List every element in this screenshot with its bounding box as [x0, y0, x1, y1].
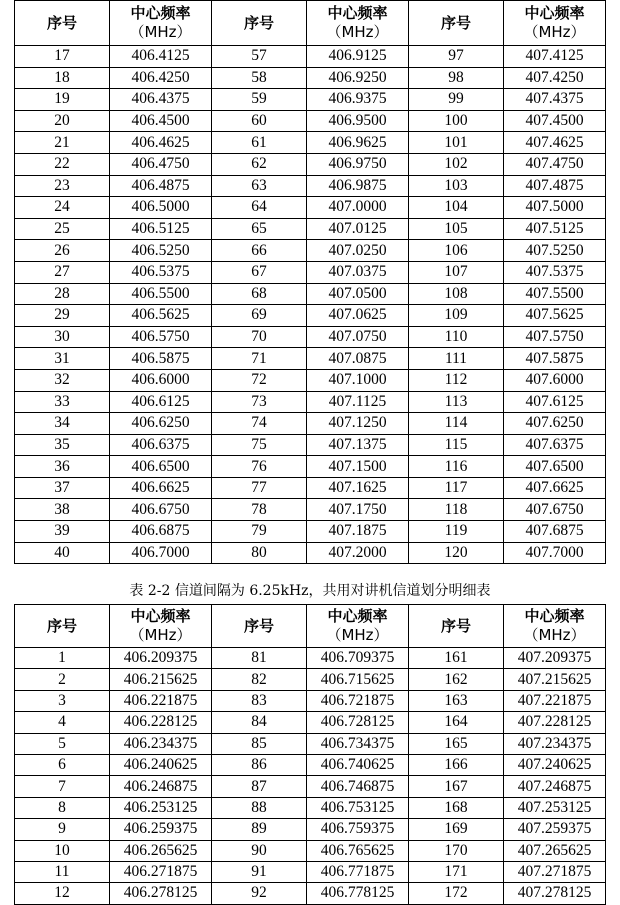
center-frequency-cell: 406.6125 — [110, 391, 212, 413]
table-row — [15, 326, 606, 348]
channel-number-cell: 162 — [409, 669, 504, 690]
channel-number-cell: 86 — [212, 754, 307, 775]
center-frequency-cell: 406.9500 — [307, 110, 409, 132]
channel-number-cell: 70 — [212, 326, 307, 348]
channel-number-cell: 40 — [15, 542, 110, 564]
channel-number-cell: 35 — [15, 434, 110, 456]
center-frequency-cell: 407.7000 — [504, 542, 606, 564]
center-frequency-cell: 407.1875 — [307, 521, 409, 543]
table-row — [15, 153, 606, 175]
center-frequency-cell: 407.5000 — [504, 197, 606, 219]
table-row — [15, 218, 606, 240]
center-frequency-cell: 407.5625 — [504, 305, 606, 327]
header-frequency-unit: （MHz） — [326, 23, 389, 41]
channel-number-cell: 34 — [15, 413, 110, 435]
channel-number-cell: 37 — [15, 477, 110, 499]
channel-number-cell: 111 — [409, 348, 504, 370]
center-frequency-cell: 406.221875 — [110, 690, 212, 711]
channel-number-cell: 113 — [409, 391, 504, 413]
channel-number-cell: 75 — [212, 434, 307, 456]
channel-number-cell: 36 — [15, 456, 110, 478]
table-row — [15, 754, 606, 775]
center-frequency-cell: 407.246875 — [504, 776, 606, 797]
channel-number-cell: 100 — [409, 110, 504, 132]
channel-number-cell: 31 — [15, 348, 110, 370]
center-frequency-cell: 407.6000 — [504, 369, 606, 391]
center-frequency-cell: 406.765625 — [307, 840, 409, 861]
center-frequency-cell: 407.5375 — [504, 261, 606, 283]
center-frequency-cell: 406.6500 — [110, 456, 212, 478]
center-frequency-cell: 407.253125 — [504, 797, 606, 818]
table-row — [15, 648, 606, 669]
channel-number-cell: 97 — [409, 46, 504, 68]
table-row — [15, 797, 606, 818]
channel-number-cell: 109 — [409, 305, 504, 327]
center-frequency-cell: 406.7000 — [110, 542, 212, 564]
channel-number-cell: 114 — [409, 413, 504, 435]
header-frequency-label: 中心频率 — [524, 4, 585, 22]
center-frequency-cell: 407.0625 — [307, 305, 409, 327]
table-row — [15, 46, 606, 68]
channel-number-cell: 101 — [409, 132, 504, 154]
center-frequency-cell: 406.4500 — [110, 110, 212, 132]
channel-number-cell: 5 — [15, 733, 110, 754]
column-header-frequency — [504, 605, 606, 648]
channel-number-cell: 165 — [409, 733, 504, 754]
channel-number-cell: 67 — [212, 261, 307, 283]
center-frequency-cell: 407.4875 — [504, 175, 606, 197]
channel-number-cell: 21 — [15, 132, 110, 154]
table-row — [15, 776, 606, 797]
channel-number-cell: 80 — [212, 542, 307, 564]
table-row — [15, 733, 606, 754]
header-frequency-unit: （MHz） — [129, 23, 192, 41]
channel-number-cell: 87 — [212, 776, 307, 797]
channel-number-cell: 32 — [15, 369, 110, 391]
center-frequency-cell: 407.1500 — [307, 456, 409, 478]
channel-number-cell: 11 — [15, 861, 110, 882]
channel-number-cell: 23 — [15, 175, 110, 197]
channel-number-cell: 118 — [409, 499, 504, 521]
center-frequency-cell: 407.0750 — [307, 326, 409, 348]
center-frequency-cell: 407.6375 — [504, 434, 606, 456]
channel-number-cell: 60 — [212, 110, 307, 132]
column-header-id: 序号 — [212, 605, 307, 648]
center-frequency-cell: 406.209375 — [110, 648, 212, 669]
table-row — [15, 413, 606, 435]
center-frequency-cell: 406.6375 — [110, 434, 212, 456]
center-frequency-cell: 407.4750 — [504, 153, 606, 175]
channel-number-cell: 108 — [409, 283, 504, 305]
channel-number-cell: 24 — [15, 197, 110, 219]
center-frequency-cell: 406.709375 — [307, 648, 409, 669]
table-row — [15, 499, 606, 521]
channel-number-cell: 164 — [409, 712, 504, 733]
channel-number-cell: 59 — [212, 89, 307, 111]
table-row — [15, 521, 606, 543]
column-header-id: 序号 — [212, 1, 307, 46]
center-frequency-cell: 406.6625 — [110, 477, 212, 499]
channel-number-cell: 106 — [409, 240, 504, 262]
center-frequency-cell: 407.4125 — [504, 46, 606, 68]
center-frequency-cell: 407.234375 — [504, 733, 606, 754]
center-frequency-cell: 407.240625 — [504, 754, 606, 775]
table-row — [15, 819, 606, 840]
center-frequency-cell: 406.9750 — [307, 153, 409, 175]
table-row — [15, 456, 606, 478]
channel-number-cell: 79 — [212, 521, 307, 543]
center-frequency-cell: 407.4625 — [504, 132, 606, 154]
channel-number-cell: 8 — [15, 797, 110, 818]
column-header-frequency — [110, 1, 212, 46]
channel-number-cell: 161 — [409, 648, 504, 669]
center-frequency-cell: 407.4500 — [504, 110, 606, 132]
center-frequency-cell: 407.278125 — [504, 883, 606, 904]
center-frequency-cell: 406.4250 — [110, 67, 212, 89]
channel-number-cell: 91 — [212, 861, 307, 882]
channel-number-cell: 102 — [409, 153, 504, 175]
channel-number-cell: 166 — [409, 754, 504, 775]
table-row — [15, 132, 606, 154]
center-frequency-cell: 407.2000 — [307, 542, 409, 564]
channel-number-cell: 30 — [15, 326, 110, 348]
channel-number-cell: 22 — [15, 153, 110, 175]
column-header-id: 序号 — [15, 1, 110, 46]
center-frequency-cell: 406.253125 — [110, 797, 212, 818]
channel-number-cell: 64 — [212, 197, 307, 219]
table-row — [15, 89, 606, 111]
center-frequency-cell: 406.5625 — [110, 305, 212, 327]
table-row — [15, 67, 606, 89]
channel-number-cell: 77 — [212, 477, 307, 499]
header-frequency-label: 中心频率 — [130, 607, 191, 625]
channel-number-cell: 18 — [15, 67, 110, 89]
center-frequency-cell: 407.0000 — [307, 197, 409, 219]
channel-number-cell: 65 — [212, 218, 307, 240]
channel-number-cell: 92 — [212, 883, 307, 904]
center-frequency-cell: 406.9875 — [307, 175, 409, 197]
center-frequency-cell: 406.728125 — [307, 712, 409, 733]
channel-number-cell: 38 — [15, 499, 110, 521]
center-frequency-cell: 407.215625 — [504, 669, 606, 690]
center-frequency-cell: 406.771875 — [307, 861, 409, 882]
center-frequency-cell: 407.209375 — [504, 648, 606, 669]
channel-number-cell: 63 — [212, 175, 307, 197]
center-frequency-cell: 407.6125 — [504, 391, 606, 413]
table-row — [15, 197, 606, 219]
channel-number-cell: 2 — [15, 669, 110, 690]
center-frequency-cell: 406.759375 — [307, 819, 409, 840]
channel-number-cell: 117 — [409, 477, 504, 499]
column-header-id: 序号 — [15, 605, 110, 648]
center-frequency-cell: 407.6250 — [504, 413, 606, 435]
center-frequency-cell: 406.246875 — [110, 776, 212, 797]
channel-number-cell: 9 — [15, 819, 110, 840]
table-row — [15, 542, 606, 564]
channel-number-cell: 169 — [409, 819, 504, 840]
center-frequency-cell: 407.5250 — [504, 240, 606, 262]
center-frequency-cell: 406.4750 — [110, 153, 212, 175]
center-frequency-cell: 406.4125 — [110, 46, 212, 68]
center-frequency-cell: 407.5500 — [504, 283, 606, 305]
channel-number-cell: 57 — [212, 46, 307, 68]
table-header-row — [15, 1, 606, 46]
table-row — [15, 261, 606, 283]
channel-number-cell: 167 — [409, 776, 504, 797]
center-frequency-cell: 406.278125 — [110, 883, 212, 904]
table-row — [15, 477, 606, 499]
channel-number-cell: 1 — [15, 648, 110, 669]
channel-number-cell: 103 — [409, 175, 504, 197]
center-frequency-cell: 406.4875 — [110, 175, 212, 197]
table-row — [15, 669, 606, 690]
center-frequency-cell: 407.1625 — [307, 477, 409, 499]
center-frequency-cell: 407.0375 — [307, 261, 409, 283]
channel-number-cell: 105 — [409, 218, 504, 240]
channel-number-cell: 3 — [15, 690, 110, 711]
center-frequency-cell: 406.215625 — [110, 669, 212, 690]
center-frequency-cell: 406.6875 — [110, 521, 212, 543]
center-frequency-cell: 407.5875 — [504, 348, 606, 370]
channel-number-cell: 76 — [212, 456, 307, 478]
channel-number-cell: 171 — [409, 861, 504, 882]
center-frequency-cell: 407.1375 — [307, 434, 409, 456]
center-frequency-cell: 406.6250 — [110, 413, 212, 435]
center-frequency-cell: 406.6750 — [110, 499, 212, 521]
center-frequency-cell: 406.5000 — [110, 197, 212, 219]
center-frequency-cell: 407.5125 — [504, 218, 606, 240]
channel-number-cell: 168 — [409, 797, 504, 818]
center-frequency-cell: 407.6875 — [504, 521, 606, 543]
column-header-id: 序号 — [409, 1, 504, 46]
center-frequency-cell: 406.271875 — [110, 861, 212, 882]
center-frequency-cell: 406.5500 — [110, 283, 212, 305]
channel-number-cell: 4 — [15, 712, 110, 733]
center-frequency-cell: 407.6750 — [504, 499, 606, 521]
table-row — [15, 348, 606, 370]
center-frequency-cell: 406.5875 — [110, 348, 212, 370]
table-row — [15, 283, 606, 305]
channel-number-cell: 61 — [212, 132, 307, 154]
center-frequency-cell: 406.4375 — [110, 89, 212, 111]
center-frequency-cell: 407.1125 — [307, 391, 409, 413]
column-header-frequency — [110, 605, 212, 648]
channel-number-cell: 25 — [15, 218, 110, 240]
header-frequency-label: 中心频率 — [524, 607, 585, 625]
channel-number-cell: 62 — [212, 153, 307, 175]
center-frequency-cell: 406.5250 — [110, 240, 212, 262]
column-header-frequency — [307, 1, 409, 46]
channel-number-cell: 20 — [15, 110, 110, 132]
center-frequency-cell: 406.9375 — [307, 89, 409, 111]
center-frequency-cell: 407.0875 — [307, 348, 409, 370]
channel-number-cell: 110 — [409, 326, 504, 348]
channel-number-cell: 58 — [212, 67, 307, 89]
channel-number-cell: 119 — [409, 521, 504, 543]
table-row — [15, 861, 606, 882]
center-frequency-cell: 406.4625 — [110, 132, 212, 154]
center-frequency-cell: 406.734375 — [307, 733, 409, 754]
channel-number-cell: 73 — [212, 391, 307, 413]
table-row — [15, 712, 606, 733]
table-row — [15, 840, 606, 861]
channel-number-cell: 69 — [212, 305, 307, 327]
channel-number-cell: 107 — [409, 261, 504, 283]
table-header-row — [15, 605, 606, 648]
column-header-frequency — [307, 605, 409, 648]
header-frequency-unit: （MHz） — [326, 626, 389, 644]
channel-number-cell: 82 — [212, 669, 307, 690]
channel-number-cell: 98 — [409, 67, 504, 89]
channel-table-6-25khz — [14, 604, 606, 905]
channel-number-cell: 163 — [409, 690, 504, 711]
center-frequency-cell: 406.9250 — [307, 67, 409, 89]
center-frequency-cell: 407.0500 — [307, 283, 409, 305]
center-frequency-cell: 406.234375 — [110, 733, 212, 754]
center-frequency-cell: 406.259375 — [110, 819, 212, 840]
channel-number-cell: 74 — [212, 413, 307, 435]
channel-number-cell: 71 — [212, 348, 307, 370]
channel-number-cell: 33 — [15, 391, 110, 413]
column-header-id: 序号 — [409, 605, 504, 648]
column-header-frequency — [504, 1, 606, 46]
center-frequency-cell: 407.259375 — [504, 819, 606, 840]
table-row — [15, 690, 606, 711]
table-row — [15, 175, 606, 197]
channel-number-cell: 72 — [212, 369, 307, 391]
channel-number-cell: 83 — [212, 690, 307, 711]
center-frequency-cell: 406.721875 — [307, 690, 409, 711]
channel-number-cell: 6 — [15, 754, 110, 775]
channel-number-cell: 89 — [212, 819, 307, 840]
channel-number-cell: 112 — [409, 369, 504, 391]
center-frequency-cell: 406.740625 — [307, 754, 409, 775]
channel-number-cell: 28 — [15, 283, 110, 305]
channel-number-cell: 99 — [409, 89, 504, 111]
center-frequency-cell: 407.1250 — [307, 413, 409, 435]
center-frequency-cell: 406.753125 — [307, 797, 409, 818]
channel-number-cell: 12 — [15, 883, 110, 904]
center-frequency-cell: 407.221875 — [504, 690, 606, 711]
center-frequency-cell: 407.228125 — [504, 712, 606, 733]
table-row — [15, 369, 606, 391]
channel-number-cell: 84 — [212, 712, 307, 733]
channel-number-cell: 172 — [409, 883, 504, 904]
center-frequency-cell: 406.240625 — [110, 754, 212, 775]
header-frequency-label: 中心频率 — [327, 607, 388, 625]
channel-table-continued — [14, 0, 606, 564]
center-frequency-cell: 407.4250 — [504, 67, 606, 89]
channel-number-cell: 116 — [409, 456, 504, 478]
channel-number-cell: 17 — [15, 46, 110, 68]
center-frequency-cell: 406.265625 — [110, 840, 212, 861]
header-frequency-label: 中心频率 — [130, 4, 191, 22]
channel-number-cell: 78 — [212, 499, 307, 521]
header-frequency-unit: （MHz） — [523, 23, 586, 41]
center-frequency-cell: 407.5750 — [504, 326, 606, 348]
channel-number-cell: 170 — [409, 840, 504, 861]
center-frequency-cell: 407.1000 — [307, 369, 409, 391]
center-frequency-cell: 407.1750 — [307, 499, 409, 521]
channel-number-cell: 90 — [212, 840, 307, 861]
center-frequency-cell: 406.6000 — [110, 369, 212, 391]
channel-number-cell: 39 — [15, 521, 110, 543]
center-frequency-cell: 407.6500 — [504, 456, 606, 478]
center-frequency-cell: 407.4375 — [504, 89, 606, 111]
channel-number-cell: 19 — [15, 89, 110, 111]
channel-number-cell: 66 — [212, 240, 307, 262]
center-frequency-cell: 407.271875 — [504, 861, 606, 882]
header-frequency-unit: （MHz） — [129, 626, 192, 644]
channel-number-cell: 7 — [15, 776, 110, 797]
channel-number-cell: 104 — [409, 197, 504, 219]
center-frequency-cell: 406.5375 — [110, 261, 212, 283]
center-frequency-cell: 407.6625 — [504, 477, 606, 499]
channel-number-cell: 26 — [15, 240, 110, 262]
channel-number-cell: 115 — [409, 434, 504, 456]
channel-number-cell: 120 — [409, 542, 504, 564]
center-frequency-cell: 407.0125 — [307, 218, 409, 240]
header-frequency-label: 中心频率 — [327, 4, 388, 22]
header-frequency-unit: （MHz） — [523, 626, 586, 644]
center-frequency-cell: 406.5750 — [110, 326, 212, 348]
channel-number-cell: 29 — [15, 305, 110, 327]
table-row — [15, 434, 606, 456]
center-frequency-cell: 406.746875 — [307, 776, 409, 797]
table-row — [15, 305, 606, 327]
center-frequency-cell: 407.265625 — [504, 840, 606, 861]
center-frequency-cell: 407.0250 — [307, 240, 409, 262]
center-frequency-cell: 406.715625 — [307, 669, 409, 690]
channel-number-cell: 81 — [212, 648, 307, 669]
table-row — [15, 391, 606, 413]
center-frequency-cell: 406.778125 — [307, 883, 409, 904]
center-frequency-cell: 406.9625 — [307, 132, 409, 154]
channel-number-cell: 85 — [212, 733, 307, 754]
channel-number-cell: 10 — [15, 840, 110, 861]
center-frequency-cell: 406.228125 — [110, 712, 212, 733]
table-row — [15, 883, 606, 904]
channel-number-cell: 27 — [15, 261, 110, 283]
channel-number-cell: 88 — [212, 797, 307, 818]
center-frequency-cell: 406.9125 — [307, 46, 409, 68]
channel-number-cell: 68 — [212, 283, 307, 305]
table-caption: 表 2-2 信道间隔为 6.25kHz，共用对讲机信道划分明细表 — [129, 583, 491, 599]
table-row — [15, 240, 606, 262]
table-row — [15, 110, 606, 132]
center-frequency-cell: 406.5125 — [110, 218, 212, 240]
